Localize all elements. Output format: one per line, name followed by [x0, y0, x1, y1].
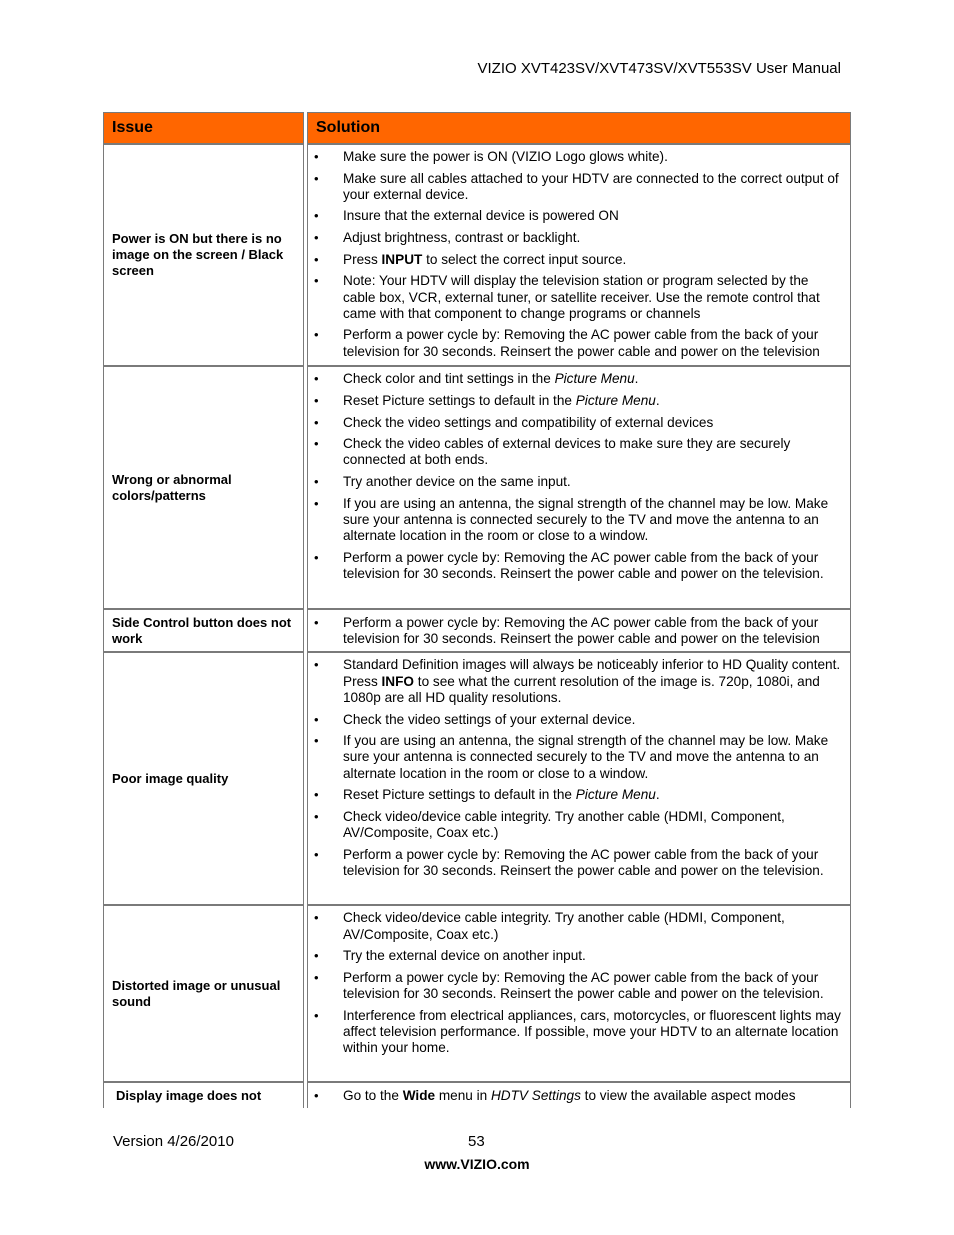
page-number: 53 [468, 1133, 485, 1150]
list-item: • Perform a power cycle by: Removing the AC power cable from the back of your television for 30 seconds. Reinsert the power cable and power on the television. [308, 847, 844, 880]
list-item: • Go to the Wide menu in HDTV Settings to view the available aspect modes [308, 1088, 844, 1104]
issue-cell: Display image does not [103, 1082, 304, 1108]
list-item: • Press INPUT to select the correct input source. [308, 252, 844, 268]
table-row [103, 652, 851, 905]
footer-version: Version 4/26/2010 [113, 1133, 234, 1150]
table-row [103, 144, 851, 366]
list-item: • Perform a power cycle by: Removing the AC power cable from the back of your television for 30 seconds. Reinsert the power cable and power on the television [308, 327, 844, 360]
solution-list [308, 615, 844, 648]
list-item: • Reset Picture settings to default in the Picture Menu. [308, 393, 844, 409]
solution-list [308, 910, 844, 1056]
troubleshooting-table [103, 112, 851, 1108]
table-row [103, 366, 851, 609]
solution-cell [307, 905, 851, 1082]
solution-cell [307, 609, 851, 652]
list-item: • If you are using an antenna, the signal strength of the channel may be low. Make sure your antenna is connected securely to the TV and move the antenna to an alternate location in the room or close to a window. [308, 496, 844, 545]
list-item: • Make sure all cables attached to your HDTV are connected to the correct output of your external device. [308, 171, 844, 204]
list-item: • Interference from electrical appliances, cars, motorcycles, or fluorescent lights may affect television performance. If possible, move your HDTV to an alternate location within your home. [308, 1008, 844, 1057]
solution-list [308, 371, 844, 582]
table-row [103, 609, 851, 652]
list-item: • Check video/device cable integrity. Try another cable (HDMI, Component, AV/Composite, Coax etc.) [308, 809, 844, 842]
issue-column-header: Issue [103, 112, 304, 144]
list-item: • Try the external device on another input. [308, 948, 844, 964]
list-item: • Check the video settings and compatibility of external devices [308, 415, 844, 431]
issue-cell: Poor image quality [103, 652, 304, 905]
solution-cell [307, 1082, 851, 1108]
list-item: • Perform a power cycle by: Removing the AC power cable from the back of your television for 30 seconds. Reinsert the power cable and power on the television. [308, 550, 844, 583]
solution-list [308, 1088, 844, 1104]
solution-list [308, 149, 844, 360]
manual-title: VIZIO XVT423SV/XVT473SV/XVT553SV User Manual [477, 60, 841, 77]
solution-cell [307, 144, 851, 366]
list-item: • Insure that the external device is powered ON [308, 208, 844, 224]
list-item: • Perform a power cycle by: Removing the AC power cable from the back of your television for 30 seconds. Reinsert the power cable and power on the television [308, 615, 844, 648]
issue-cell: Wrong or abnormal colors/patterns [103, 366, 304, 609]
solution-cell [307, 652, 851, 905]
list-item: • Note: Your HDTV will display the television station or program selected by the cable box, VCR, external tuner, or satellite receiver. Use the remote control that came with that component to change programs or channels [308, 273, 844, 322]
list-item: • Check video/device cable integrity. Try another cable (HDMI, Component, AV/Composite, Coax etc.) [308, 910, 844, 943]
list-item: • Perform a power cycle by: Removing the AC power cable from the back of your television for 30 seconds. Reinsert the power cable and power on the television. [308, 970, 844, 1003]
list-item: • Adjust brightness, contrast or backlight. [308, 230, 844, 246]
list-item: • Check color and tint settings in the Picture Menu. [308, 371, 844, 387]
table-row [103, 905, 851, 1082]
list-item: • If you are using an antenna, the signal strength of the channel may be low. Make sure your antenna is connected securely to the TV and move the antenna to an alternate location in the room or close to a window. [308, 733, 844, 782]
list-item: • Reset Picture settings to default in the Picture Menu. [308, 787, 844, 803]
list-item: • Make sure the power is ON (VIZIO Logo glows white). [308, 149, 844, 165]
list-item: • Standard Definition images will always be noticeably inferior to HD Quality content. Press INFO to see what the current resolution of the image is. 720p, 1080i, and 1080p are all HD quality resolutions. [308, 657, 844, 706]
list-item: • Check the video settings of your external device. [308, 712, 844, 728]
issue-cell: Side Control button does not work [103, 609, 304, 652]
issue-cell: Power is ON but there is no image on the screen / Black screen [103, 144, 304, 366]
solution-list [308, 657, 844, 879]
footer-url: www.VIZIO.com [424, 1156, 530, 1172]
solution-column-header: Solution [307, 112, 851, 144]
solution-cell [307, 366, 851, 609]
issue-cell: Distorted image or unusual sound [103, 905, 304, 1082]
list-item: • Check the video cables of external devices to make sure they are securely connected at both ends. [308, 436, 844, 469]
list-item: • Try another device on the same input. [308, 474, 844, 490]
table-row [103, 1082, 851, 1108]
